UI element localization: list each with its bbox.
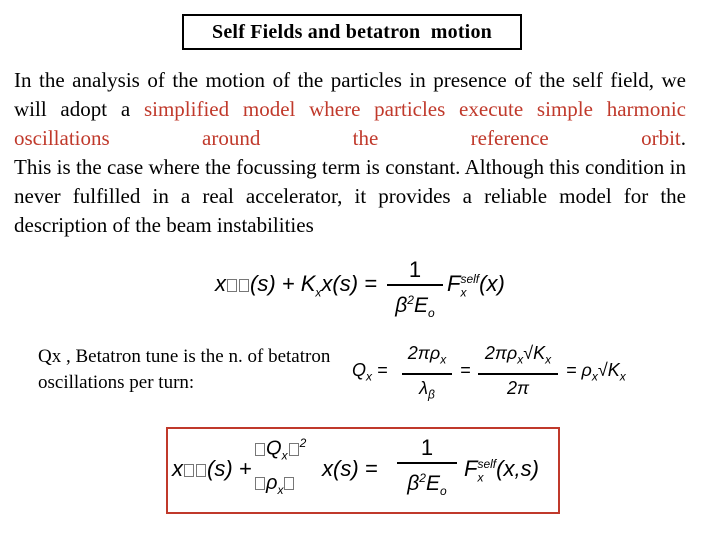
- tune-formula: $Q_x$ = $2\pi\rho_x$ $\lambda_\beta$ = $2\pi\rho_x√K_x$ 2π = $\rho_x√K_x$: [352, 343, 626, 402]
- body-text: [14, 66, 686, 240]
- equation-of-motion: [215, 258, 535, 320]
- paragraph-1-end: .: [680, 126, 686, 150]
- equation-lhs: x $(s) + K_xx(s)$ =: [215, 271, 378, 300]
- tune-description: Qx , Betatron tune is the n. of betatron oscillations per turn:: [38, 346, 331, 393]
- equation-fraction: 1 $\beta^2E_o$: [387, 258, 443, 325]
- paragraph-1: [14, 66, 686, 153]
- paragraph-1-highlight: simplified model where particles execute simple harmonic oscillations around the reference orbit: [14, 97, 686, 150]
- tune-equation-of-motion: x (s) + $Q_x^2$ $\rho_x$ x(s) = 1 $\beta^2E_o$ $F_x^{self}(x,s)$: [172, 435, 539, 499]
- paragraph-1-plain: In the analysis of the motion of the particles in presence of the self field, we will adopt a: [14, 68, 686, 121]
- equation-rhs: $F_x^{self}(x)$: [447, 271, 505, 300]
- slide-title: Self Fields and betatron motion: [182, 14, 522, 50]
- paragraph-2: This is the case where the focussing term is constant. Although this condition in never fulfilled in a real accelerator, it provides a reliable model for the description of the beam instabilities: [14, 155, 686, 237]
